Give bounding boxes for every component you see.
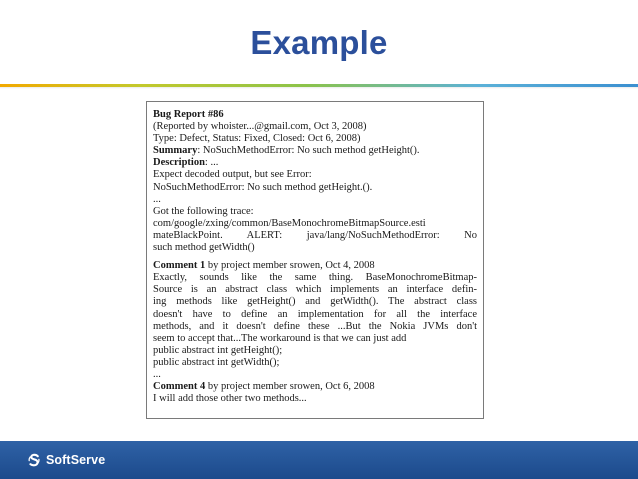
description-line: NoSuchMethodError: No such method getHeight.().: [153, 181, 373, 193]
bug-report-heading: Bug Report #86: [153, 109, 224, 120]
description-line: mateBlackPoint. ALERT: java/lang/NoSuchMethodError: No: [153, 229, 477, 241]
reported-by: (Reported by whoister...@gmail.com, Oct 3, 2008): [153, 121, 367, 133]
comment-1-line: methods, and it doesn't define these ...But the Nokia JVMs don't: [153, 320, 477, 332]
summary-label: Summary: [153, 145, 198, 157]
comment-1-label: Comment 1: [153, 260, 206, 272]
comment-1-line: public abstract int getHeight();: [153, 344, 283, 356]
comment-1-line: ing methods like getHeight() and getWidth(). The abstract class: [153, 296, 477, 308]
comment-1-line: seem to accept that...The workaround is that we can just add: [153, 332, 407, 344]
comment-1-line: ...: [153, 368, 161, 380]
comment-4-label: Comment 4: [153, 381, 206, 393]
summary-text: : NoSuchMethodError: No such method getHeight().: [197, 145, 420, 157]
description-line: com/google/zxing/common/BaseMonochromeBitmapSource.esti: [153, 217, 426, 229]
footer-bar: [0, 441, 638, 479]
comment-1-line: doesn't have to define an implementation for all the interface: [153, 308, 477, 320]
comment-1-line: public abstract int getWidth();: [153, 356, 280, 368]
comment-4-header: [153, 381, 477, 393]
type-status: Type: Defect, Status: Fixed, Closed: Oct 6, 2008): [153, 133, 361, 145]
description-line: such method getWidth(): [153, 242, 255, 254]
brand-logo: [26, 452, 105, 468]
description-line: Got the following trace:: [153, 205, 254, 217]
brand-name: SoftServe: [46, 453, 106, 467]
description-label: Description: [153, 157, 205, 169]
description-line: ...: [153, 193, 161, 205]
comment-1-line: Source is an abstract class which implements an interface defin-: [153, 284, 477, 296]
summary: [153, 145, 477, 157]
title-divider-shadow: [0, 87, 638, 89]
comment-4-line: I will add those other two methods...: [153, 393, 307, 405]
softserve-logo-icon: [26, 452, 42, 468]
description-line: Expect decoded output, but see Error:: [153, 169, 312, 181]
comment-1-line: Exactly, sounds like the same thing. BaseMonochromeBitmap-: [153, 272, 477, 284]
bug-report-document: [146, 101, 484, 419]
comment-1-header: [153, 260, 477, 272]
description-text: : ...: [204, 157, 219, 169]
description: [153, 157, 477, 169]
slide-title: Example: [250, 24, 388, 61]
comment-4-meta: by project member srowen, Oct 6, 2008: [205, 381, 375, 393]
comment-1-meta: by project member srowen, Oct 4, 2008: [205, 260, 375, 272]
